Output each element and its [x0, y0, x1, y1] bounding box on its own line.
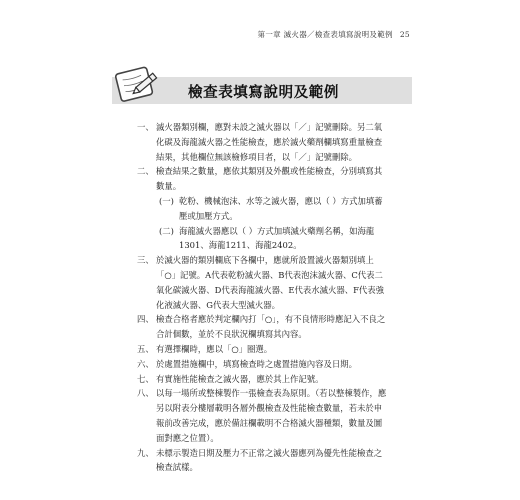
sub-item — [159, 224, 387, 254]
pencil-note-icon — [113, 60, 161, 106]
sub-item-text: 乾粉、機械泡沫、水等之滅火器，應以（ ）方式加填蓄壓或加壓方式。 — [179, 195, 383, 221]
sub-item-text: 海龍滅火器應以（ ）方式加填滅火藥劑名稱，如海龍1301、海龍1211、海龍2402。 — [179, 225, 375, 251]
list-item-text: 有實施性能檢查之滅火器，應於其上作記號。 — [156, 373, 324, 384]
list-item-text: 有選擇欄時，應以「○」圈選。 — [156, 343, 273, 354]
list-item-text: 於處置措施欄中，填寫檢查時之處置措施內容及日期。 — [156, 358, 357, 369]
list-item — [137, 164, 387, 194]
sub-item-number: (一) — [159, 195, 174, 206]
list-item — [137, 372, 387, 387]
list-item — [137, 342, 387, 357]
list-item-number: 六、 — [137, 358, 154, 369]
list-item-text: 未標示製造日期及壓力不正常之滅火器應列為優先性能檢查之檢查試樣。 — [156, 447, 383, 473]
sub-item-number: (二) — [159, 225, 174, 236]
list-item-number: 七、 — [137, 373, 154, 384]
list-item-text: 於滅火器的類別欄底下各欄中，應就所設置滅火器類別填上「○」記號。A代表乾粉滅火器、B代表泡沫滅火器、C代表二氧化碳滅火器、D代表海龍滅火器、E代表水滅火器、F代表強化液滅火器、G代表大型滅火器。 — [156, 255, 385, 310]
instruction-list — [137, 120, 387, 475]
list-item — [137, 253, 387, 312]
running-header — [170, 29, 410, 40]
list-item — [137, 312, 387, 342]
list-item-number: 二、 — [137, 166, 154, 177]
list-item-number: 三、 — [137, 255, 154, 266]
chapter-title: 第一章 滅火器／檢查表填寫說明及範例 — [257, 30, 393, 39]
list-item-number: 四、 — [137, 314, 154, 325]
list-item — [137, 120, 387, 164]
list-item-text: 滅火器類別欄，應對未設之滅火器以「／」記號刪除。另二氧化碳及海龍滅火器之性能檢查，應於滅火藥劑欄填寫重量檢查結果，其他欄位無該檢修項目者，以「／」記號刪除。 — [156, 122, 383, 162]
sub-item — [159, 194, 387, 224]
list-item-number: 五、 — [137, 343, 154, 354]
list-item-number: 九、 — [137, 447, 154, 458]
list-item-text: 檢查合格者應於判定欄內打「○」，有不良情形時應記入不良之合計個數，並於不良狀況欄填寫其內容。 — [156, 314, 386, 340]
list-item-number: 八、 — [137, 388, 154, 399]
list-item-number: 一、 — [137, 122, 154, 132]
list-item-text: 以每一場所或整棟製作一張檢查表為原則。（若以整棟製作，應另以附表分樓層載明各層外觀檢查及性能檢查數量，若未於申報前改善完成，應於備註欄載明不合格滅火器種類，數量及圖面對應之位置）。 — [156, 388, 387, 443]
list-item-text: 檢查結果之數量，應依其類別及外觀或性能檢查，分別填寫其數量。 — [156, 166, 383, 192]
list-item — [137, 357, 387, 372]
list-item — [137, 386, 387, 445]
list-item — [137, 446, 387, 476]
section-title: 檢查表填寫說明及範例 — [188, 85, 339, 101]
page-number: 25 — [399, 30, 410, 39]
